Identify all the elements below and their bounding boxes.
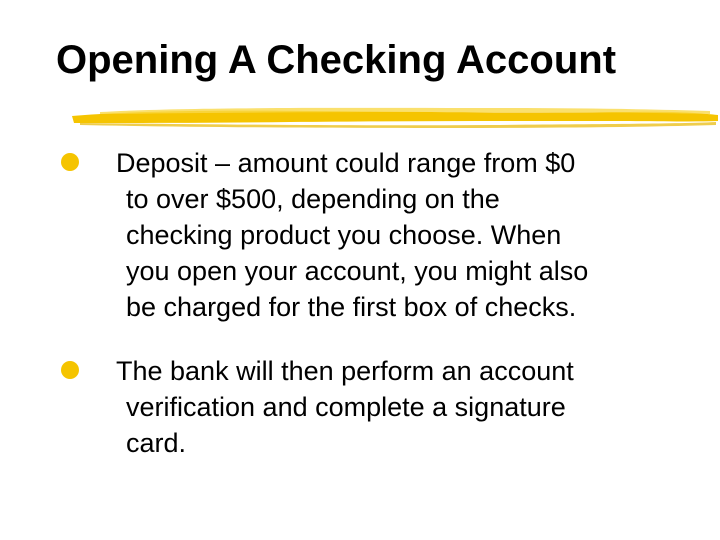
bullet-text-line: The bank will then perform an account [116,356,574,386]
bullet-text-line: verification and complete a signature [126,392,566,422]
bullet-text-line: to over $500, depending on the [126,184,500,214]
bullet-text-line: you open your account, you might also [126,256,589,286]
bullet-item-verification [60,353,700,461]
slide-title: Opening A Checking Account [56,38,617,82]
bullet-text-line: card. [126,428,187,458]
bullet-text-line: Deposit – amount could range from $0 [116,148,576,178]
bullet-item-deposit [60,145,700,325]
title-underline-brush-stroke [70,102,720,130]
brush-stroke-fringe-bottom [80,122,716,128]
yellow-dot-bullet-icon [60,360,80,380]
bullet-text-line: checking product you choose. When [126,220,562,250]
bullet-list [60,145,700,461]
bullet-text-line: be charged for the first box of checks. [126,292,577,322]
yellow-dot-bullet-icon [60,152,80,172]
